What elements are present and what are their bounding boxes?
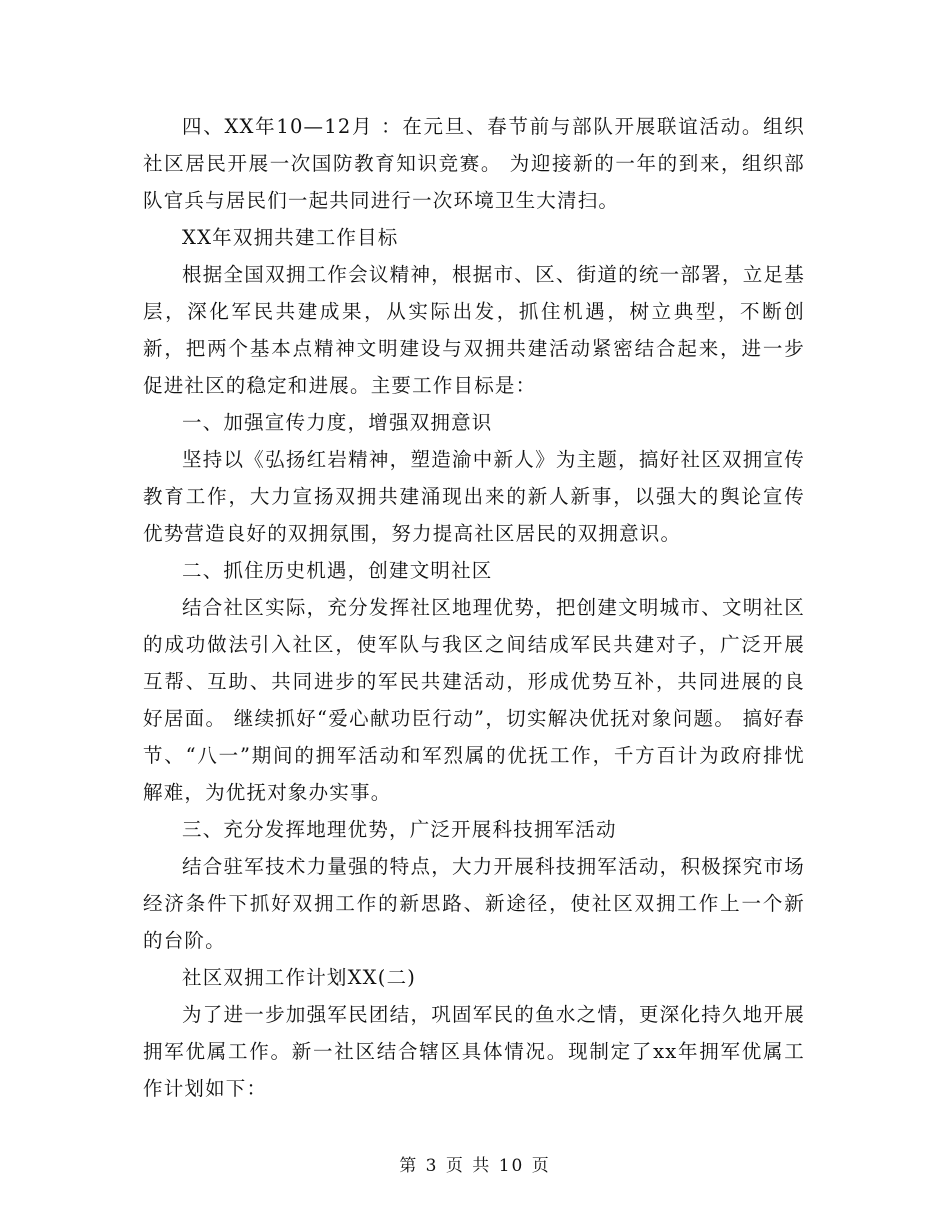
- section-title-plan-two: 社区双拥工作计划XX(二): [182, 966, 417, 989]
- paragraph-plan-intro: 为了进一步加强军民团结，巩固军民的鱼水之情，更深化持久地开展拥军优属工作。新一社区结合辖区具体情况。现制定了xx年拥军优属工作计划如下：: [143, 1003, 805, 1100]
- section-title-goals: XX年双拥共建工作目标: [182, 226, 399, 249]
- paragraph-tech-support: 结合驻军技术力量强的特点，大力开展科技拥军活动，积极探究市场经济条件下抓好双拥工作的新思路、新途径，使社区双拥工作上一个新的台阶。: [143, 855, 805, 952]
- paragraph-publicity: 坚持以《弘扬红岩精神，塑造渝中新人》为主题，搞好社区双拥宣传教育工作，大力宣扬双拥共建涌现出来的新人新事，以强大的舆论宣传优势营造良好的双拥氛围，努力提高社区居民的双拥意识。: [143, 448, 805, 545]
- heading-publicity: 一、加强宣传力度，增强双拥意识: [182, 411, 493, 434]
- paragraph-schedule-q4: 四、XX年10—12月 ：在元旦、春节前与部队开展联谊活动。组织社区居民开展一次国防教育知识竞赛。 为迎接新的一年的到来，组织部队官兵与居民们一起共同进行一次环境卫生大清扫。: [143, 115, 805, 212]
- paragraph-civilized-community: 结合社区实际，充分发挥社区地理优势，把创建文明城市、文明社区的成功做法引入社区，使军队与我区之间结成军民共建对子，广泛开展互帮、互助、共同进步的军民共建活动，形成优势互补，共同进展的良好居面。 继续抓好“爱心献功臣行动”，切实解决优抚对象问题。 搞好春节、“八一”期间的拥军活动和军烈属的优抚工作，千方百计为政府排忧解难，为优抚对象办实事。: [143, 596, 805, 804]
- heading-civilized-community: 二、抓住历史机遇，创建文明社区: [182, 559, 493, 582]
- paragraph-goals-intro: 根据全国双拥工作会议精神，根据市、区、街道的统一部署，立足基层，深化军民共建成果，从实际出发，抓住机遇，树立典型，不断创新，把两个基本点精神文明建设与双拥共建活动紧密结合起来，进一步促进社区的稳定和进展。主要工作目标是：: [143, 263, 805, 397]
- heading-tech-support: 三、充分发挥地理优势，广泛开展科技拥军活动: [182, 818, 617, 841]
- document-body: [143, 108, 805, 1107]
- page-number-footer: 第 3 页 共 10 页: [399, 1156, 551, 1176]
